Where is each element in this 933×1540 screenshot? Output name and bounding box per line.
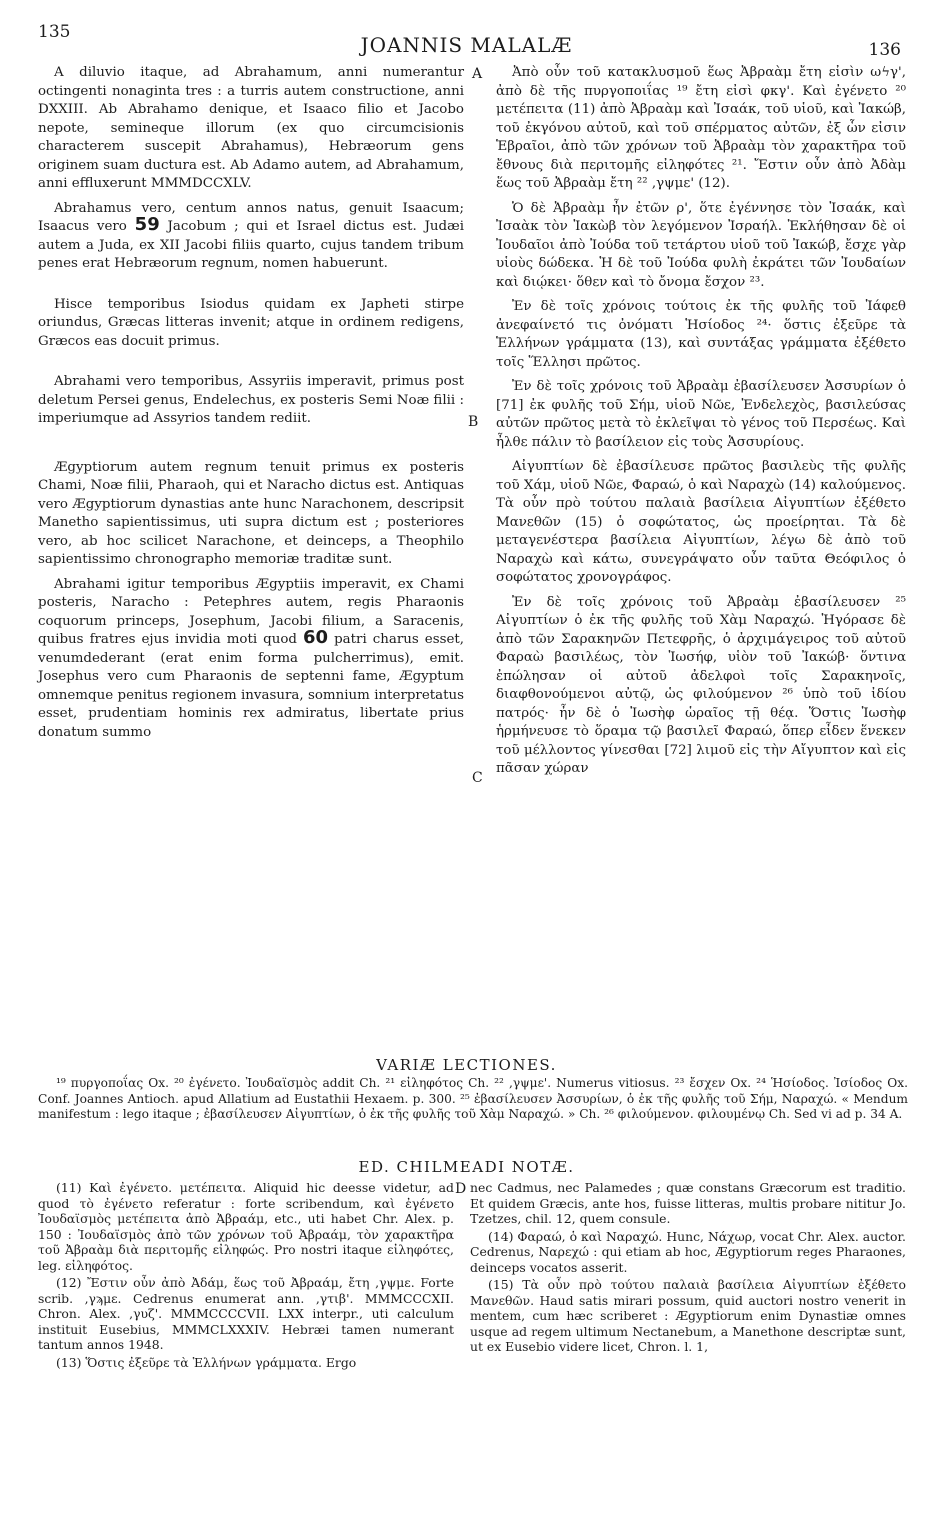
- greek-paragraph: Ἐν δὲ τοῖς χρόνοις τούτοις ἐκ τῆς φυλῆς τοῦ Ἰάφεθ ἀνεφαίνετό τις ὀνόματι Ἡσίοδος ²⁴· ὅστις ἐξεῦρε τὰ Ἑλλήνων γράμματα (13), καὶ συντάξας γράμματα ἐξέθετο τοῖς Ἕλλησι πρῶτος.: [496, 299, 906, 370]
- margin-mark-d: D: [455, 1181, 467, 1197]
- notes-left-column: [38, 1180, 454, 1372]
- latin-text: Abrahami igitur temporibus Ægyptiis imperavit, ex Chami posteris, Naracho : Petephres autem, regis Pharaonis coquorum princeps, Josephum, Jacobi filium, a Saracenis, quibus fratres ejus invidia moti quod: [38, 576, 464, 647]
- variae-text: ¹⁹ πυργοποΐας Ox. ²⁰ ἐγένετο. Ἰουδαϊσμὸς addit Ch. ²¹ εἰληφότος Ch. ²² ,γψμε'. Numerus vitiosus. ²³ ἔσχεν Ox. ²⁴ Ἡσίοδος. Ἰσίοδος Ox. Conf. Joannes Antioch. apud Allatium ad Eustathii Hexaem. p. 300. ²⁵ ἐβασίλευσεν Ἀσσυρίων, ὁ ἐκ τῆς φυλῆς τοῦ Σήμ, Ναραχώ. « Mendum manifestum : lego itaque ; ἐβασίλευσεν Αἰγυπτίων, ὁ ἐκ τῆς φυλῆς τοῦ Χὰμ Ναραχώ. » Ch. ²⁶ φιλούμενον. φιλουμένῳ Ch. Sed vi ad p. 34 A.: [38, 1076, 908, 1121]
- latin-text: patri charus esset, venumdederant (erat enim forma pulcherrimus), emit. Josephus vero cum Pharaonis de septenni fame, Ægyptum omnemque penitus regionem invasura, somnium interpretatus esset, prudentiam hominis rex admiratus, libertate prius donatum summo: [38, 632, 465, 740]
- column-number-59: 59: [134, 214, 160, 235]
- note: (15) Τὰ οὖν πρὸ τούτου παλαιὰ βασίλεια Αἰγυπτίων ἐξέθετο Μανεθῶν. Haud satis mirari possum, quid auctori nostro venerit in mentem, cum hæc scriberet : Ægyptiorum enim Dynastiæ omnes usque ad regem ultimum Nectanebum, a Manethone descriptæ sunt, ut ex Eusebio videre licet, Chron. l. 1,: [470, 1277, 906, 1354]
- note: (14) Φαραώ, ὁ καὶ Ναραχώ. Hunc, Νάχωρ, vocat Chr. Alex. auctor. Cedrenus, Ναρεχώ : qui etiam ab hoc, Ægyptiorum reges Pharaones, deinceps vocatos asserit.: [470, 1228, 906, 1275]
- margin-mark-a: A: [472, 66, 483, 82]
- variae-lectiones: [38, 1076, 908, 1123]
- variae-lectiones-heading: VARIÆ LECTIONES.: [376, 1056, 557, 1074]
- latin-paragraph: [38, 576, 464, 743]
- greek-paragraph: Αἰγυπτίων δὲ ἐβασίλευσε πρῶτος βασιλεὺς τῆς φυλῆς τοῦ Χάμ, υἱοῦ Νῶε, Φαραώ, ὁ καὶ Ναραχὼ (14) καλούμενος. Τὰ οὖν πρὸ τούτου παλαιὰ βασίλεια Αἰγυπτίων ἐξέθετο Μανεθῶν (15) ὁ σοφώτατος, ὡς προείρηται. Τὰ δὲ μεταγενέστερα βασίλεια Αἰγυπτίων, λέγω δὲ ἀπὸ τοῦ Ναραχὼ καὶ κάτω, συνεγράψατο οὖν ταῦτα Θεόφιλος ὁ σοφώτατος χρονογράφος.: [496, 459, 906, 585]
- note: (13) Ὅστις ἐξεῦρε τὰ Ἑλλήνων γράμματα. Ergo: [56, 1354, 357, 1370]
- column-number-60: 60: [303, 627, 329, 648]
- note: (12) Ἔστιν οὖν ἀπὸ Ἀδάμ, ἕως τοῦ Ἀβραάμ, ἔτη ,γψμε. Forte scrib. ,γϡμε. Cedrenus enumerat ann. ,γτιβ'. MMMCCCXII. Chron. Alex. ,γυζ'. MMMCCCCVII. LXX interpr., uti calculum instituit Eusebius, MMMCLXXXIV. Hebræi tamen numerant tantum annos 1948.: [38, 1275, 454, 1352]
- latin-paragraph: Abrahami vero temporibus, Assyriis imperavit, primus post deletum Persei genus, Endelechus, ex posteris Semi Noæ filii : imperiumque ad Assyrios tandem rediit.: [38, 374, 464, 426]
- running-head: JOANNIS MALALÆ: [360, 33, 573, 57]
- note: (11) Καὶ ἐγένετο. μετέπειτα. Aliquid hic deesse videtur, ad quod τὸ ἐγένετο referatur : forte scribendum, καὶ ἐγένετο Ἰουδαϊσμὸς μετέπειτα ἀπὸ Ἀβραάμ, etc., uti habet Chr. Alex. p. 150 : Ἰουδαϊσμὸς ἀπὸ τῶν χρόνων τοῦ Ἀβραάμ, τὸν χαρακτῆρα τοῦ Ἀβραὰμ διὰ περιτομῆς εἰληφώς. Pro nostri itaque εἰληφότες, leg. εἰληφότος.: [38, 1180, 454, 1273]
- greek-paragraph: Ἐν δὲ τοῖς χρόνοις τοῦ Ἀβραὰμ ἐβασίλευσεν Ἀσσυρίων ὁ [71] ἐκ φυλῆς τοῦ Σήμ, υἱοῦ Νῶε, Ἐνδελεχὸς, βασιλεύσας αὐτῶν πρῶτος μετὰ τὸ ἐκλεῖψαι τὸ γένος τοῦ Περσέως. Καὶ ἦλθε πάλιν τὸ βασίλειον εἰς τοὺς Ἀσσυρίους.: [496, 379, 906, 450]
- latin-paragraph: A diluvio itaque, ad Abrahamum, anni numerantur octingenti nonaginta tres : a turris autem constructione, anni DXXIII. Ab Abrahamo denique, et Isaaco filio et Jacobo nepote, semineque illorum (ex quo circumcisionis characterem suscepit Abrahamus), Hebræorum gens originem suam ductura est. Ab Adamo autem, ad Abrahamum, anni effluxerunt MMMDCCXLV.: [38, 65, 464, 191]
- greek-paragraph: Ἐν δὲ τοῖς χρόνοις τοῦ Ἀβραὰμ ἐβασίλευσεν ²⁵ Αἰγυπτίων ὁ ἐκ τῆς φυλῆς τοῦ Χὰμ Ναραχώ. Ἠγόρασε δὲ ἀπὸ τῶν Σαρακηνῶν Πετεφρῆς, ὁ ἀρχιμάγειρος τοῦ αὐτοῦ Φαραὼ βασιλέως, τὸν Ἰωσήφ, υἱὸν τοῦ Ἰακώβ· ὅντινα ἐπώλησαν οἱ αὐτοῦ ἀδελφοὶ τοῖς Σαρακηνοῖς, διαφθονούμενοι αὐτῷ, ὡς φιλούμενον ²⁶ ὑπὸ τοῦ ἰδίου πατρός· ἦν δὲ ὁ Ἰωσὴφ ὡραῖος τῇ θέᾳ. Ὅστις Ἰωσὴφ ἡρμήνευσε τὸ ὅραμα τῷ βασιλεῖ Φαραώ, ὅπερ εἶδεν ἕνεκεν τοῦ μέλλοντος γίνεσθαι [72] λιμοῦ εἰς τὴν Αἴγυπτον καὶ εἰς πᾶσαν χώραν: [496, 594, 906, 776]
- latin-text: Abrahamus vero, centum annos natus, genuit Isaacum; Isaacus vero: [38, 200, 464, 234]
- page-number-left: 135: [38, 22, 71, 42]
- greek-column: [496, 64, 906, 785]
- margin-mark-c: C: [472, 770, 483, 786]
- latin-text: Jacobum ; qui et Israel dictus est. Judæi autem a Juda, ex XII Jacobi filiis quarto, cujus tandem tribum penes erat Hebræorum regnum, nomen habuerunt.: [38, 219, 464, 271]
- greek-paragraph: Ὁ δὲ Ἀβραὰμ ἦν ἐτῶν ρ', ὅτε ἐγέννησε τὸν Ἰσαάκ, καὶ Ἰσαὰκ τὸν Ἰακὼβ τὸν λεγόμενον Ἰσραήλ. Ἐκλήθησαν δὲ οἱ Ἰουδαῖοι ἀπὸ Ἰούδα τοῦ τετάρτου υἱοῦ τοῦ Ἰακώβ, ἔσχε γὰρ υἱοὺς δώδεκα. Ἡ δὲ τοῦ Ἰούδα φυλὴ ἐκράτει τῶν Ἰουδαίων καὶ διῴκει· ὅθεν καὶ τὸ ὄνομα ἔσχον ²³.: [496, 200, 906, 290]
- latin-paragraph: [38, 200, 464, 274]
- page-number-right: 136: [868, 40, 901, 60]
- latin-paragraph: Ægyptiorum autem regnum tenuit primus ex posteris Chami, Noæ filii, Pharaoh, qui et Naracho dictus est. Antiquas vero Ægyptiorum dynastias ante hunc Narachonem, descripsit Manetho sapientissimus, uti supra dictum est ; posteriores vero, ab hoc scilicet Narachone, et deinceps, a Theophilo sapientissimo chronographo memoriæ traditæ sunt.: [38, 459, 464, 567]
- greek-paragraph: Ἀπὸ οὖν τοῦ κατακλυσμοῦ ἕως Ἀβραὰμ ἔτη εἰσὶν ωϟγ', ἀπὸ δὲ τῆς πυργοποιΐας ¹⁹ ἔτη εἰσὶ φκγ'. Καὶ ἐγένετο ²⁰ μετέπειτα (11) ἀπὸ Ἀβραὰμ καὶ Ἰσαάκ, τοῦ υἱοῦ, καὶ Ἰακώβ, τοῦ ἐκγόνου αὐτοῦ, καὶ τοῦ σπέρματος αὐτῶν, ἐξ ὧν εἰσιν Ἑβραῖοι, ἀπὸ τῶν χρόνων τοῦ Ἀβραὰμ τὸν χαρακτῆρα τοῦ ἔθνους διὰ περιτομῆς εἰληφότες ²¹. Ἔστιν οὖν ἀπὸ Ἀδὰμ ἕως τοῦ Ἀβραὰμ ἔτη ²² ,γψμε' (12).: [496, 65, 906, 191]
- notes-right-column: [470, 1180, 906, 1357]
- margin-mark-b: B: [468, 414, 479, 430]
- latin-column: [38, 64, 464, 748]
- notae-heading: ED. CHILMEADI NOTÆ.: [358, 1158, 575, 1176]
- latin-paragraph: Hisce temporibus Isiodus quidam ex Japheti stirpe oriundus, Græcas litteras invenit; atque in ordinem redigens, Græcos eas docuit primus.: [38, 296, 464, 349]
- note: nec Cadmus, nec Palamedes ; quæ constans Græcorum est traditio. Et quidem Græcis, ante hos, fuisse litteras, multis probare nititur Jo. Tzetzes, chil. 12, quem consule.: [470, 1180, 906, 1226]
